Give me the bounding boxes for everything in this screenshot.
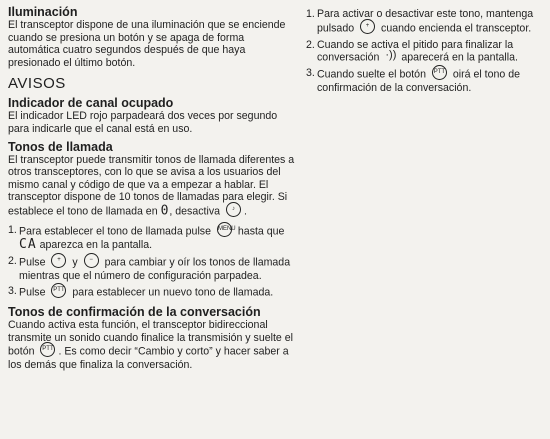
- ptt-button-icon: PTT: [40, 342, 55, 357]
- tonos-text-2: , desactiva: [169, 205, 221, 218]
- section-title-tonos-llamada: Tonos de llamada: [8, 139, 113, 154]
- lcd-zero-glyph: 0: [160, 203, 170, 219]
- section-title-canal-ocupado: Indicador de canal ocupado: [8, 96, 174, 111]
- list-number: 1.: [8, 223, 17, 236]
- list-item: [306, 67, 542, 95]
- item-text: Para activar o desactivar este tono, mantenga pulsado: [317, 8, 534, 34]
- conf-text-a: Cuando activa esta función, el transceptor bidireccional transmite un sonido cuando finalice la transmisión y suelte el botón: [8, 319, 294, 358]
- ptt-button-icon: PTT: [51, 283, 66, 298]
- up-arrow-button-icon: +: [360, 19, 375, 34]
- up-arrow-button-icon: +: [51, 253, 66, 268]
- paragraph-confirmacion: [8, 319, 296, 372]
- list-item: [306, 39, 542, 65]
- list-number: 1.: [306, 8, 315, 20]
- item-text: para establecer un nuevo tono de llamada.: [72, 286, 274, 299]
- section-title-avisos: AVISOS: [8, 75, 66, 93]
- menu-button-icon: MENU: [217, 222, 232, 237]
- item-text: Cuando se activa el pitido para finalizar la conversación: [317, 38, 514, 64]
- item-text: aparezca en la pantalla.: [39, 238, 153, 251]
- tonos-steps-list: [8, 224, 296, 300]
- section-title-confirmacion: Tonos de confirmación de la conversación: [8, 305, 261, 320]
- list-item: [8, 255, 296, 283]
- tonos-text-1: El transceptor puede transmitir tonos de llamada diferentes a otros transceptores, con lo que se avisa a los usuarios del mismo canal y código de que va a empezar a hablar. El transceptor dispone de 10 tonos de llamadas para elegir. Si establece el tono de llamada en: [8, 153, 295, 218]
- item-text: Para establecer el tono de llamada pulse: [19, 225, 211, 238]
- item-text: cuando encienda el transceptor.: [381, 21, 532, 34]
- item-text: aparecerá en la pantalla.: [401, 51, 518, 64]
- lcd-ca-glyph: CA: [19, 236, 37, 252]
- conf-text-b: . Es como decir “Cambio y corto” y hacer saber a los demás que finaliza la conversación.: [8, 345, 289, 372]
- paragraph-iluminacion: El transceptor dispone de una iluminación que se enciende cuando se presiona un botón y se apaga de forma automática cuatro segundos después de que haya presionado el último botón.: [8, 19, 286, 69]
- item-text: hasta que: [237, 225, 285, 238]
- confirmacion-steps-list: [306, 8, 542, 95]
- tonos-text-3: .: [244, 205, 247, 218]
- list-number: 2.: [8, 254, 17, 267]
- left-column: [8, 5, 296, 372]
- roger-beep-icon: ·)): [385, 49, 397, 62]
- item-text: y: [72, 255, 78, 268]
- item-text: oirá el tono de confirmación de la conversación.: [317, 68, 521, 95]
- section-title-iluminacion: Iluminación: [8, 5, 78, 19]
- list-item: [8, 285, 296, 300]
- item-text: Cuando suelte el botón: [317, 68, 426, 81]
- item-text: Pulse: [19, 286, 46, 299]
- list-item: [8, 224, 296, 252]
- list-number: 3.: [306, 67, 315, 80]
- list-number: 3.: [8, 285, 17, 298]
- list-number: 2.: [306, 38, 315, 51]
- ptt-button-icon: PTT: [432, 65, 447, 80]
- right-column: [306, 8, 542, 95]
- paragraph-canal-ocupado: El indicador LED rojo parpadeará dos veces por segundo para indicarle que el canal está en uso.: [8, 110, 278, 135]
- tone-off-icon: ♪: [226, 202, 241, 217]
- list-item: [306, 8, 542, 36]
- paragraph-tonos-llamada: [8, 154, 296, 219]
- item-text: Pulse: [19, 255, 46, 268]
- down-arrow-button-icon: −: [84, 253, 99, 268]
- item-text: para cambiar y oír los tonos de llamada mientras que el número de configuración parpadea.: [19, 255, 291, 282]
